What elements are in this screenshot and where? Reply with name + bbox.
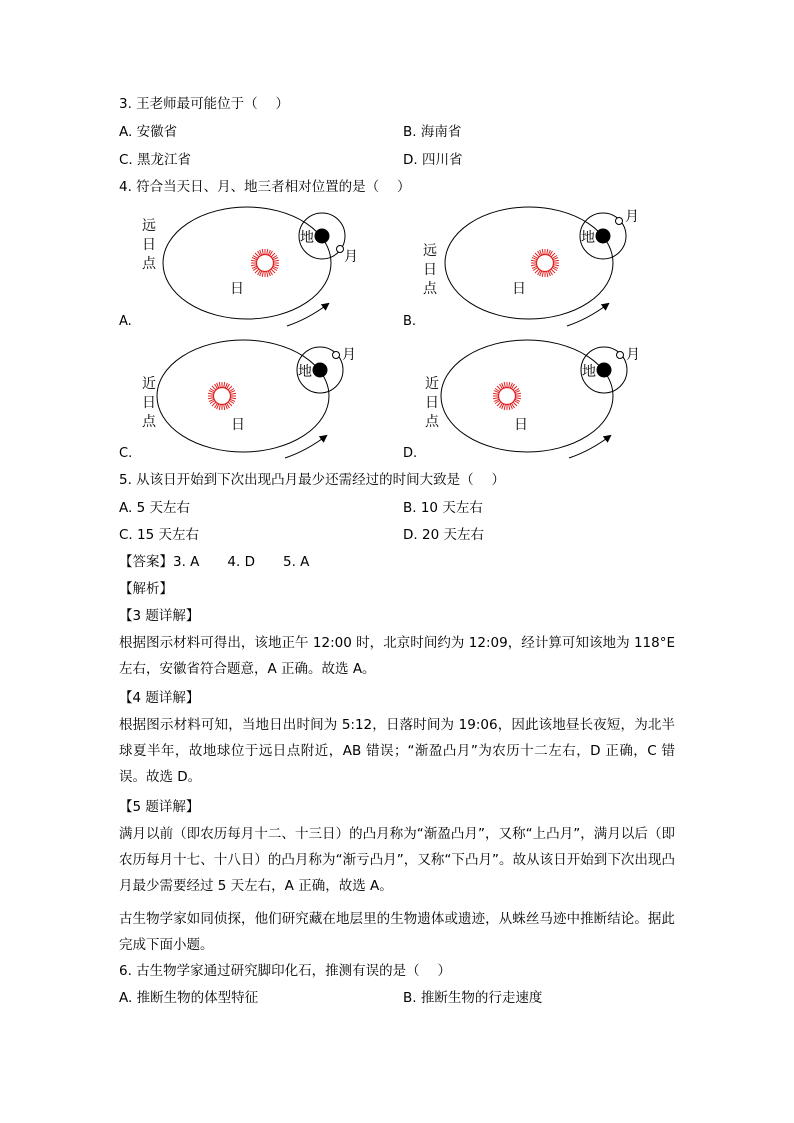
perihelion-label-2: 日 — [425, 395, 439, 411]
earth-icon — [597, 363, 612, 378]
moon-label: 月 — [344, 249, 358, 265]
perihelion-label-3: 点 — [142, 414, 156, 430]
answer-item: 3. A — [173, 554, 200, 570]
sun-label: 日 — [231, 417, 245, 433]
q3-option-b: B. 海南省 — [403, 124, 462, 140]
detail5-title: 【5 题详解】 — [119, 799, 200, 815]
sun-icon — [493, 382, 521, 410]
orbit-arrow-icon — [285, 436, 326, 458]
earth-label: 地 — [581, 230, 595, 246]
earth-label: 地 — [300, 230, 314, 246]
detail4-text: 根据图示材料可知，当地日出时间为 5:12，日落时间为 19:06，因此该地昼长夜短，为北半球夏半年，故地球位于远日点附近，AB 错误；“渐盈凸月”为农历十二左右，D 正确，C 错误。故选 D。 — [119, 717, 675, 785]
aphelion-label-3: 点 — [423, 281, 437, 297]
detail4-title: 【4 题详解】 — [119, 690, 200, 706]
q5-stem: 5. 从该日开始到下次出现凸月最少还需经过的时间大致是（ ） — [119, 472, 505, 488]
earth-icon — [596, 229, 611, 244]
q3-stem: 3. 王老师最可能位于（ ） — [119, 96, 289, 112]
q3-option-d: D. 四川省 — [403, 152, 463, 168]
diagram-b — [415, 200, 665, 335]
earth-label: 地 — [582, 364, 596, 380]
answer-line — [119, 552, 309, 572]
q6-stem: 6. 古生物学家通过研究脚印化石，推测有误的是（ ） — [119, 963, 451, 979]
diagram-a — [130, 200, 380, 335]
q6-option-a: A. 推断生物的体型特征 — [119, 990, 259, 1006]
answer-label: 【答案】 — [119, 554, 173, 570]
q5-option-d: D. 20 天左右 — [403, 527, 484, 543]
perihelion-label-3: 点 — [425, 414, 439, 430]
detail5-text: 满月以前（即农历每月十二、十三日）的凸月称为“渐盈凸月”，又称“上凸月”，满月以后（即农历每月十七、十八日）的凸月称为“渐亏凸月”，又称“下凸月”。故从该日开始到下次出现凸月最少需要经过 5 天左右，A 正确，故选 A。 — [119, 826, 675, 894]
moon-label: 月 — [342, 347, 356, 363]
sun-icon — [531, 249, 559, 277]
aphelion-label-2: 日 — [423, 262, 437, 278]
q4-option-c-label: C. — [119, 446, 133, 461]
diagram-d — [415, 335, 665, 465]
q4-option-a-label: A. — [119, 314, 132, 329]
answer-item: 5. A — [283, 554, 310, 570]
q6-option-b: B. 推断生物的行走速度 — [403, 990, 543, 1006]
aphelion-label-1: 远 — [423, 243, 437, 259]
q3-option-a: A. 安徽省 — [119, 124, 178, 140]
q4-option-b-label: B. — [403, 314, 417, 329]
moon-label: 月 — [626, 347, 640, 363]
moon-icon — [616, 218, 623, 225]
q4-option-d-label: D. — [403, 446, 418, 461]
aphelion-label-2: 日 — [142, 237, 156, 253]
sun-icon — [251, 249, 279, 277]
q5-option-c: C. 15 天左右 — [119, 527, 199, 543]
orbit-arrow-icon — [287, 304, 328, 326]
perihelion-label-2: 日 — [142, 395, 156, 411]
moon-icon — [617, 352, 624, 359]
detail3-title: 【3 题详解】 — [119, 608, 200, 624]
earth-icon — [313, 363, 328, 378]
q5-option-b: B. 10 天左右 — [403, 500, 483, 516]
q4-stem: 4. 符合当天日、月、地三者相对位置的是（ ） — [119, 179, 411, 195]
intro-paragraph: 古生物学家如同侦探，他们研究藏在地层里的生物遗体或遗迹，从蛛丝马迹中推断结论。据此完成下面小题。 — [119, 911, 675, 953]
sun-icon — [208, 382, 236, 410]
aphelion-label-1: 远 — [142, 218, 156, 234]
moon-icon — [333, 352, 340, 359]
perihelion-label-1: 近 — [142, 376, 156, 392]
aphelion-label-3: 点 — [142, 256, 156, 272]
perihelion-label-1: 近 — [425, 376, 439, 392]
diagram-c — [130, 335, 380, 465]
moon-label: 月 — [625, 209, 639, 225]
detail3-text: 根据图示材料可得出，该地正午 12:00 时，北京时间约为 12:09，经计算可知该地为 118°E 左右，安徽省符合题意，A 正确。故选 A。 — [119, 635, 675, 677]
moon-icon — [337, 246, 344, 253]
earth-icon — [315, 229, 330, 244]
answer-item: 4. D — [227, 554, 255, 570]
sun-label: 日 — [512, 281, 526, 297]
analysis-label: 【解析】 — [119, 581, 173, 597]
earth-label: 地 — [298, 364, 312, 380]
sun-label: 日 — [514, 417, 528, 433]
q5-option-a: A. 5 天左右 — [119, 500, 190, 516]
q3-option-c: C. 黑龙江省 — [119, 152, 192, 168]
sun-label: 日 — [230, 281, 244, 297]
orbit-arrow-icon — [567, 304, 608, 326]
orbit-arrow-icon — [569, 436, 610, 458]
